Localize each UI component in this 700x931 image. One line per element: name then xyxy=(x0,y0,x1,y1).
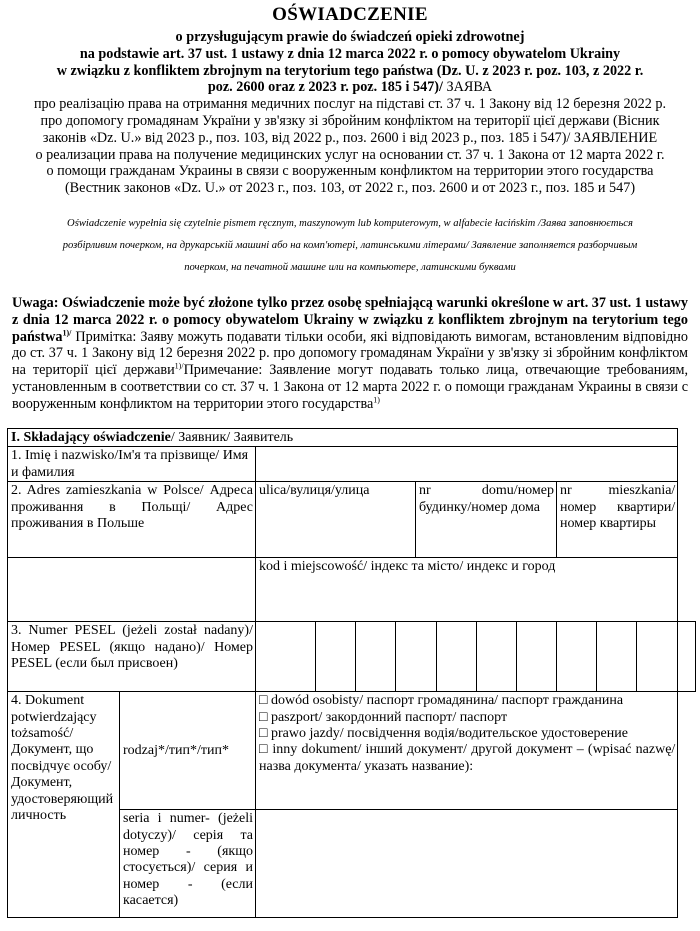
pesel-digit-11[interactable] xyxy=(678,622,696,692)
pesel-digit-3[interactable] xyxy=(356,622,396,692)
notice-pl: Uwaga: Oświadczenie może być złożone tylko przez osobę spełniającą warunki określone w art. 37 ust. 1 ustawy z dnia 12 marca 2022 r. o pomocy obywatelom Ukrainy w związku z konfliktem zbrojnym na terytorium tego państwa xyxy=(12,295,688,345)
instruction-line-2: розбірливим почерком, на друкарській машині або на комп'ютері, латинськими літерами/ Заявление заполняется разборчивым xyxy=(62,240,638,251)
page-title: OŚWIADCZENIE xyxy=(272,4,428,25)
pesel-label: 3. Numer PESEL (jeżeli został nadany)/ Номер PESEL (якщо надано)/ Номер PESEL (если был присвоен) xyxy=(8,622,256,692)
ru-title-line-1: о реализации права на получение медицинских услуг на основании ст. 37 ч. 1 Закона от 12 марта 2022 г. xyxy=(35,146,665,163)
pesel-digit-8[interactable] xyxy=(557,622,597,692)
instruction-line-1: Oświadczenie wypełnia się czytelnie pismem ręcznym, maszynowym lub komputerowym, w alfabecie łacińskim /Заява заповнюється xyxy=(67,218,633,229)
option-id-card[interactable]: □ dowód osobisty/ паспорт громадянина/ паспорт гражданина xyxy=(259,693,624,709)
pesel-digit-10[interactable] xyxy=(637,622,678,692)
option-passport[interactable]: □ paszport/ закордонний паспорт/ паспорт xyxy=(259,709,508,725)
full-name-label: 1. Imię i nazwisko/Ім'я та прізвище/ Имя и фамилия xyxy=(8,447,256,482)
pesel-digit-9[interactable] xyxy=(597,622,637,692)
notice-uk: Примітка: Заяву можуть подавати тільки особи, які відповідають вимогам, встановленим відповідно до ст. 37 ч. 1 Закону від 12 березня 2022 р. про допомогу громадянам України у зв'язку зі збройним конфліктом на території цієї держави xyxy=(12,328,688,379)
full-name-field[interactable] xyxy=(256,447,678,482)
option-other-document[interactable]: □ inny dokument/ інший документ/ другой документ – (wpisać nazwę/ назва документа/ указать название): xyxy=(259,742,676,774)
postal-code-city-field[interactable]: kod i miejscowość/ індекс та місто/ индекс и город xyxy=(256,558,678,622)
ru-title-line-3: (Вестник законов «Dz. U.» от 2023 г., поз. 103, от 2022 г., поз. 2600 и от 2023 г., поз. 185 и 547) xyxy=(64,180,636,197)
section-1-header: I. Składający oświadczenie/ Заявник/ Заявитель xyxy=(8,429,678,447)
pesel-digit-5[interactable] xyxy=(437,622,477,692)
subtitle-line-1: o przysługującym prawie do świadczeń opieki zdrowotnej xyxy=(175,29,525,45)
pesel-digit-4[interactable] xyxy=(396,622,437,692)
pesel-digit-1[interactable] xyxy=(256,622,316,692)
flat-number-field[interactable]: nr mieszkania/номер квартири/ номер квартиры xyxy=(557,482,678,558)
identity-document-label: 4. Dokument potwierdzający tożsamość/ Документ, що посвідчує особу/ Документ, удостоверяющий личность xyxy=(8,692,120,918)
instruction-line-3: почерком, на печатной машине или на компьютере, латинскими буквами xyxy=(184,262,516,273)
uk-title-line-3: законів «Dz. U.» від 2023 р., поз. 103, від 2022 р., поз. 2600 і від 2023 р., поз. 185 і 547)/ ЗАЯВЛЕНИЕ xyxy=(42,129,658,146)
pesel-digit-6[interactable] xyxy=(477,622,517,692)
uk-title-line-1: про реалізацію права на отримання медичних послуг на підставі ст. 37 ч. 1 Закону від 12 березня 2022 р. xyxy=(33,96,667,113)
pesel-digit-2[interactable] xyxy=(316,622,356,692)
subtitle-line-4: poz. 2600 oraz z 2023 r. poz. 185 i 547)/ ЗАЯВА xyxy=(207,79,493,96)
option-driving-license[interactable]: □ prawo jazdy/ посвідчення водія/водительское удостоверение xyxy=(259,726,628,742)
notice: Uwaga: Oświadczenie może być złożone tylko przez osobę spełniającą warunki określone w art. 37 ust. 1 ustawy z dnia 12 marca 2022 r. o pomocy obywatelom Ukrainy w związku z konfliktem zbrojnym na terytorium tego państwa$^{1)/}$ Примітка: Заяву можуть подавати тільки особи, які відповідають вимогам, встановленим відповідно до ст. 37 ч. 1 Закону від 12 березня 2022 р. про допомогу громадянам України у зв'язку зі збройним конфліктом на території цієї держави$^{1)/}$Примечание: Заявление могут подавать только лица, отвечающие требованиям, установленным в соответствии со ст. 37 ч. 1 Закона от 12 марта 2022 г. о помощи гражданам Украины в связи с вооруженным конфликтом на территории этого государства$^{1)}$ xyxy=(12,295,688,412)
notice-ru: Примечание: Заявление могут подавать только лица, отвечающие требованиям, установленным в соответствии со ст. 37 ч. 1 Закона от 12 марта 2022 г. о помощи гражданам Украины в связи с вооруженным конфликтом на территории этого государства xyxy=(12,362,688,412)
ru-title-line-2: о помощи гражданам Украины в связи с вооруженным конфликтом на территории этого государства xyxy=(46,163,654,180)
document-type-options xyxy=(256,692,678,810)
subtitle-tail: ЗАЯВА xyxy=(442,79,493,96)
uk-title-line-2: про допомогу громадянам України у зв'язку зі збройним конфліктом на території цієї держави (Вісник xyxy=(40,113,660,129)
pesel-digit-7[interactable] xyxy=(517,622,557,692)
address-label-continued xyxy=(8,558,256,622)
series-number-label: seria i numer- (jeżeli dotyczy)/ серія та номер - (якщо стосується)/ серия и номер - (если касается) xyxy=(120,810,256,918)
subtitle-line-3: w związku z konfliktem zbrojnym na terytorium tego państwa (Dz. U. z 2023 r. poz. 103, z 2022 r. xyxy=(56,62,644,79)
series-number-field[interactable] xyxy=(256,810,678,918)
subtitle-line-2: na podstawie art. 37 ust. 1 ustawy z dnia 12 marca 2022 r. o pomocy obywatelom Ukrainy xyxy=(79,45,621,62)
house-number-field[interactable]: nr domu/номер будинку/номер дома xyxy=(416,482,557,558)
street-field[interactable]: ulica/вулиця/улица xyxy=(256,482,416,558)
document-type-label: rodzaj*/тип*/тип* xyxy=(120,692,256,810)
address-label: 2. Adres zamieszkania w Polsce/ Адреса проживання в Польщі/ Адрес проживания в Польше xyxy=(8,482,256,558)
applicant-form xyxy=(7,428,696,918)
